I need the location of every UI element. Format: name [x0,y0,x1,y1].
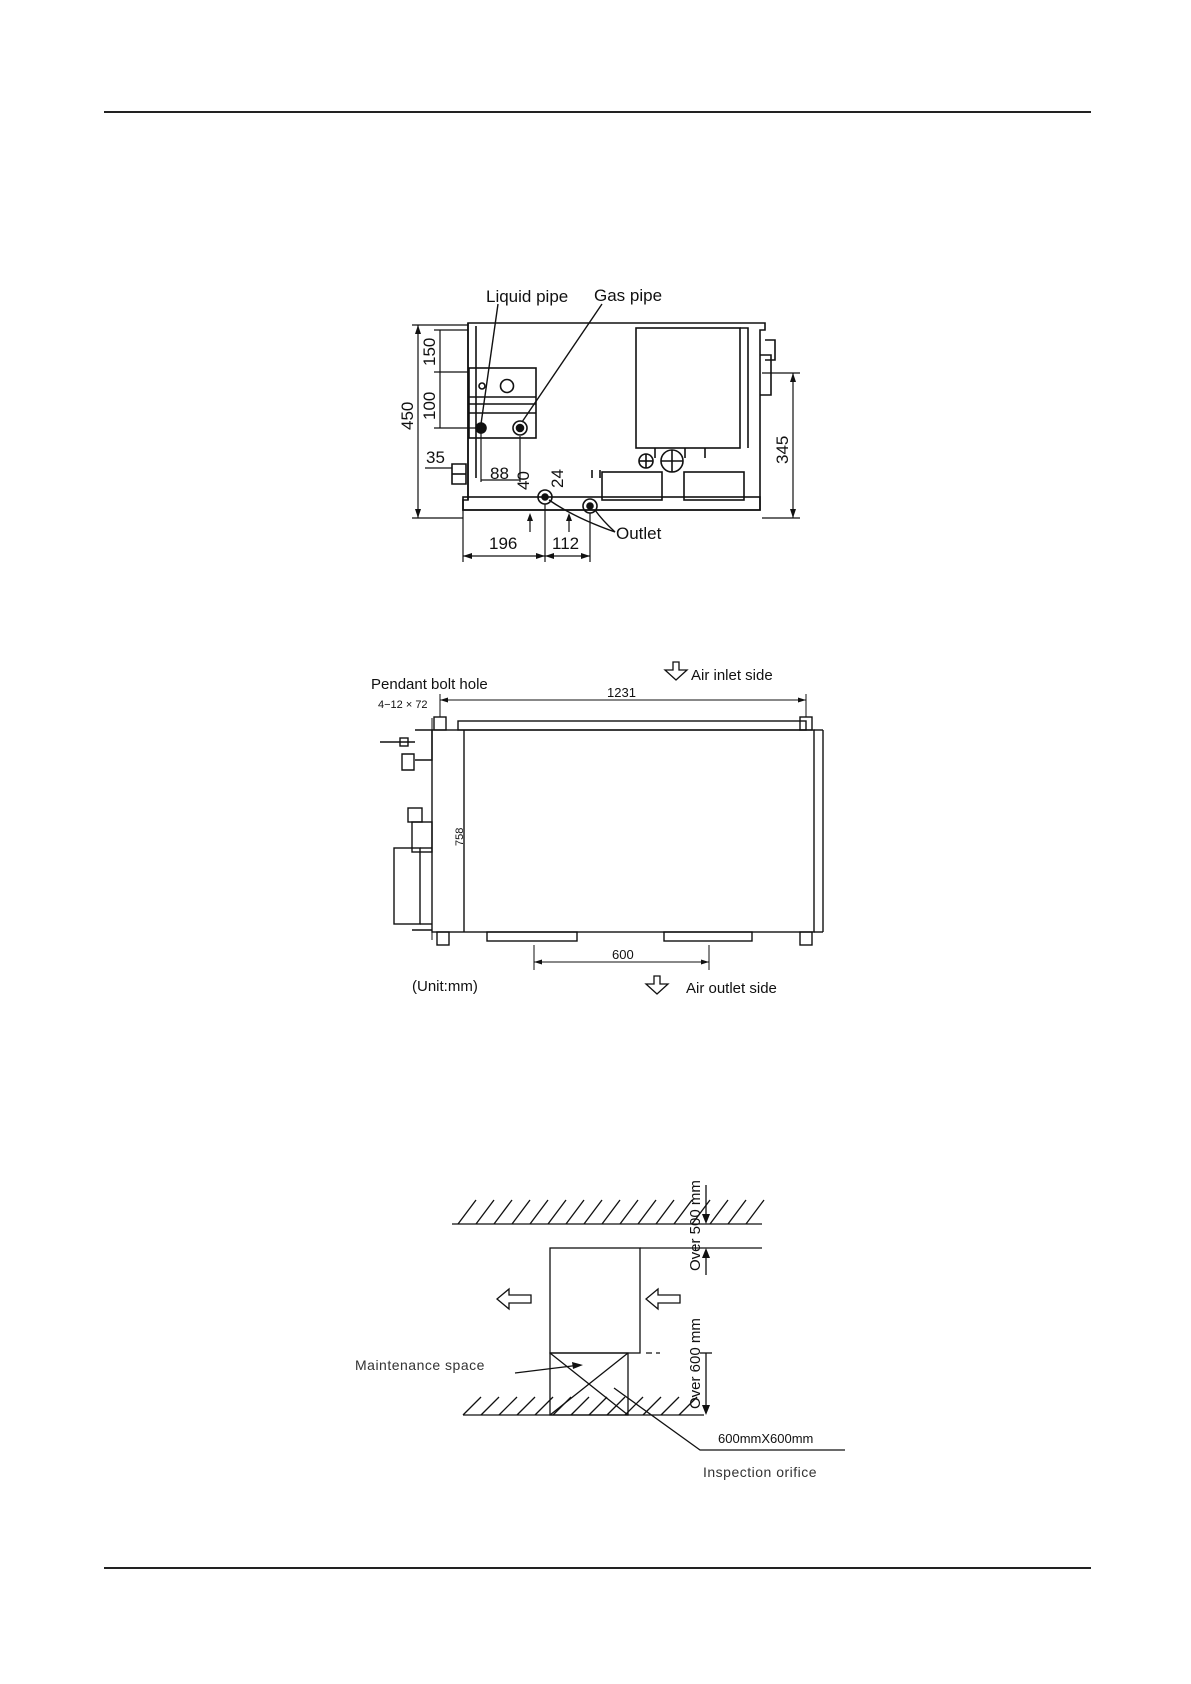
liquid-pipe-label: Liquid pipe [486,287,569,306]
pendant-bolt-hole-label: Pendant bolt hole [371,676,488,693]
indoor-unit [550,1248,640,1353]
maintenance-space-label: Maintenance space [355,1357,485,1373]
over-500-label: Over 500 mm [687,1180,704,1271]
dim-88: 88 [490,464,509,483]
air-outlet-side-label: Air outlet side [686,980,777,997]
air-inlet-side-label: Air inlet side [691,667,773,684]
orifice-size-label: 600mmX600mm [718,1431,814,1446]
over-600-label: Over 600 mm [687,1318,704,1409]
dim-35: 35 [426,448,445,467]
bolt-spec-label: 4−12 × 72 [378,699,428,711]
unit-label: (Unit:mm) [412,978,478,995]
dim-196: 196 [489,534,518,553]
dim-1231: 1231 [607,685,636,700]
outlet-label: Outlet [616,524,662,543]
ceiling-hatch [458,1200,764,1224]
inflow-arrow [646,1289,680,1309]
outflow-arrow [497,1289,531,1309]
dim-150: 150 [420,337,439,366]
floor-hatch [463,1397,697,1415]
dim-600: 600 [612,947,634,962]
inspection-orifice-label: Inspection orifice [703,1464,818,1480]
dim-100: 100 [420,391,439,420]
gas-pipe-label: Gas pipe [594,286,663,305]
dim-450: 450 [398,401,417,430]
dim-758: 758 [454,827,466,846]
dim-24: 24 [548,469,567,488]
dim-40: 40 [514,471,533,490]
dim-112: 112 [552,534,580,553]
dim-345: 345 [773,435,792,464]
